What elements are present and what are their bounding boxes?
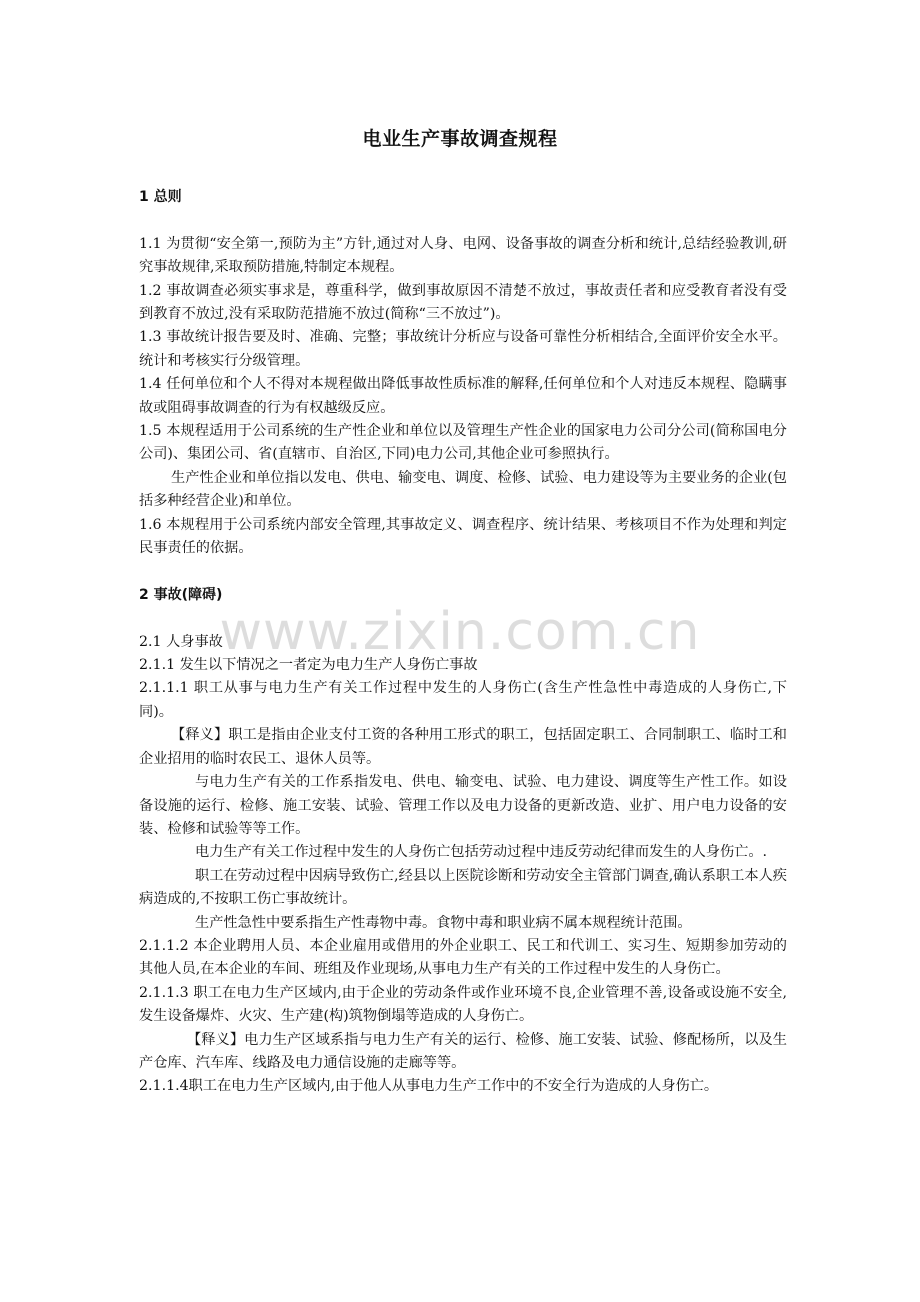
paragraph-poisoning: 生产性急性中要系指生产性毒物中毒。食物中毒和职业病不属本规程统计范围。 — [195, 914, 692, 931]
paragraph-illness: 职工在劳动过程中因病导致伤亡,经县以上医院诊断和劳动安全主管部门调查,确认系职工本人疾病造成的,不按职工伤亡事故统计。 — [139, 867, 787, 908]
paragraph-explanation-area: 【释义】电力生产区域系指与电力生产有关的运行、检修、施工安装、试验、修配杨所，以及生产仓库、汽车库、线路及电力通信设施的走廊等等。 — [139, 1031, 787, 1071]
section-heading-general: 1 总则 — [139, 189, 182, 205]
paragraph-1-6: 1.6 本规程用于公司系统内部安全管理,其事故定义、调查程序、统计结果、考核项目不作为处理和判定民事责任的依据。 — [139, 516, 787, 557]
paragraph-1-5: 1.5 本规程适用于公司系统的生产性企业和单位以及管理生产性企业的国家电力公司分公司(简称国电分公司)、集团公司、省(直辖市、自治区,下同)电力公司,其他企业可参照执行。 — [139, 423, 787, 463]
paragraph-work-process: 电力生产有关工作过程中发生的人身伤亡包括劳动过程中违反劳动纪律而发生的人身伤亡。. — [195, 844, 768, 861]
paragraph-related-work: 与电力生产有关的工作系指发电、供电、输变电、试验、电力建设、调度等生产性工作。如设备设施的运行、检修、施工安装、试验、管理工作以及电力设备的更新改造、业扩、用户电力设备的安装、检修和试验等等工作。 — [139, 774, 787, 837]
paragraph-2-1-1-2: 2.1.1.2 本企业聘用人员、本企业雇用或借用的外企业职工、民工和代训工、实习生、短期参加劳动的其他人员,在本企业的车间、班组及作业现场,从事电力生产有关的工作过程中发生的人身伤亡。 — [139, 937, 787, 978]
watermark-text: www.zixin.com.cn — [219, 602, 701, 662]
document-title: 电业生产事故调查规程 — [362, 128, 558, 150]
section-heading-accident: 2 事故(障碍) — [139, 586, 223, 603]
paragraph-2-1-1-3: 2.1.1.3 职工在电力生产区域内,由于企业的劳动条件或作业环境不良,企业管理不善,设备或设施不安全,发生设备爆炸、火灾、生产建(构)筑物倒塌等造成的人身伤亡。 — [139, 984, 787, 1025]
paragraph-2-1-1-4: 2.1.1.4职工在电力生产区域内,由于他人从事电力生产工作中的不安全行为造成的人身伤亡。 — [139, 1078, 719, 1095]
paragraph-1-3: 1.3 事故统计报告要及时、准确、完整；事故统计分析应与设备可靠性分析相结合,全面评价安全水平。统计和考核实行分级管理。 — [139, 329, 787, 369]
paragraph-1-2: 1.2 事故调查必须实事求是，尊重科学，做到事故原因不清楚不放过，事故责任者和应受教育者没有受到教育不放过,没有采取防范措施不放过(简称“三不放过”)。 — [139, 282, 787, 323]
paragraph-1-1: 1.1 为贯彻“安全第一,预防为主”方针,通过对人身、电网、设备事故的调查分析和统计,总结经验教训,研究事故规律,采取预防措施,特制定本规程。 — [139, 235, 787, 276]
paragraph-1-4: 1.4 任何单位和个人不得对本规程做出降低事故性质标准的解释,任何单位和个人对违反本规程、隐瞒事故或阻碍事故调查的行为有权越级反应。 — [139, 376, 787, 416]
paragraph-2-1-1: 2.1.1 发生以下情况之一者定为电力生产人身伤亡事故 — [139, 657, 478, 674]
paragraph-2-1: 2.1 人身事故 — [139, 633, 223, 650]
document-body — [139, 186, 787, 1099]
paragraph-1-5-note: 生产性企业和单位指以发电、供电、输变电、调度、检修、试验、电力建设等为主要业务的企业(包括多种经营企业)和单位。 — [139, 469, 787, 510]
paragraph-explanation-worker: 【释义】职工是指由企业支付工资的各种用工形式的职工，包括固定职工、合同制职工、临时工和企业招用的临时农民工、退休人员等。 — [139, 727, 787, 767]
paragraph-2-1-1-1: 2.1.1.1 职工从事与电力生产有关工作过程中发生的人身伤亡(含生产性急性中毒造成的人身伤亡,下同)。 — [139, 680, 787, 720]
